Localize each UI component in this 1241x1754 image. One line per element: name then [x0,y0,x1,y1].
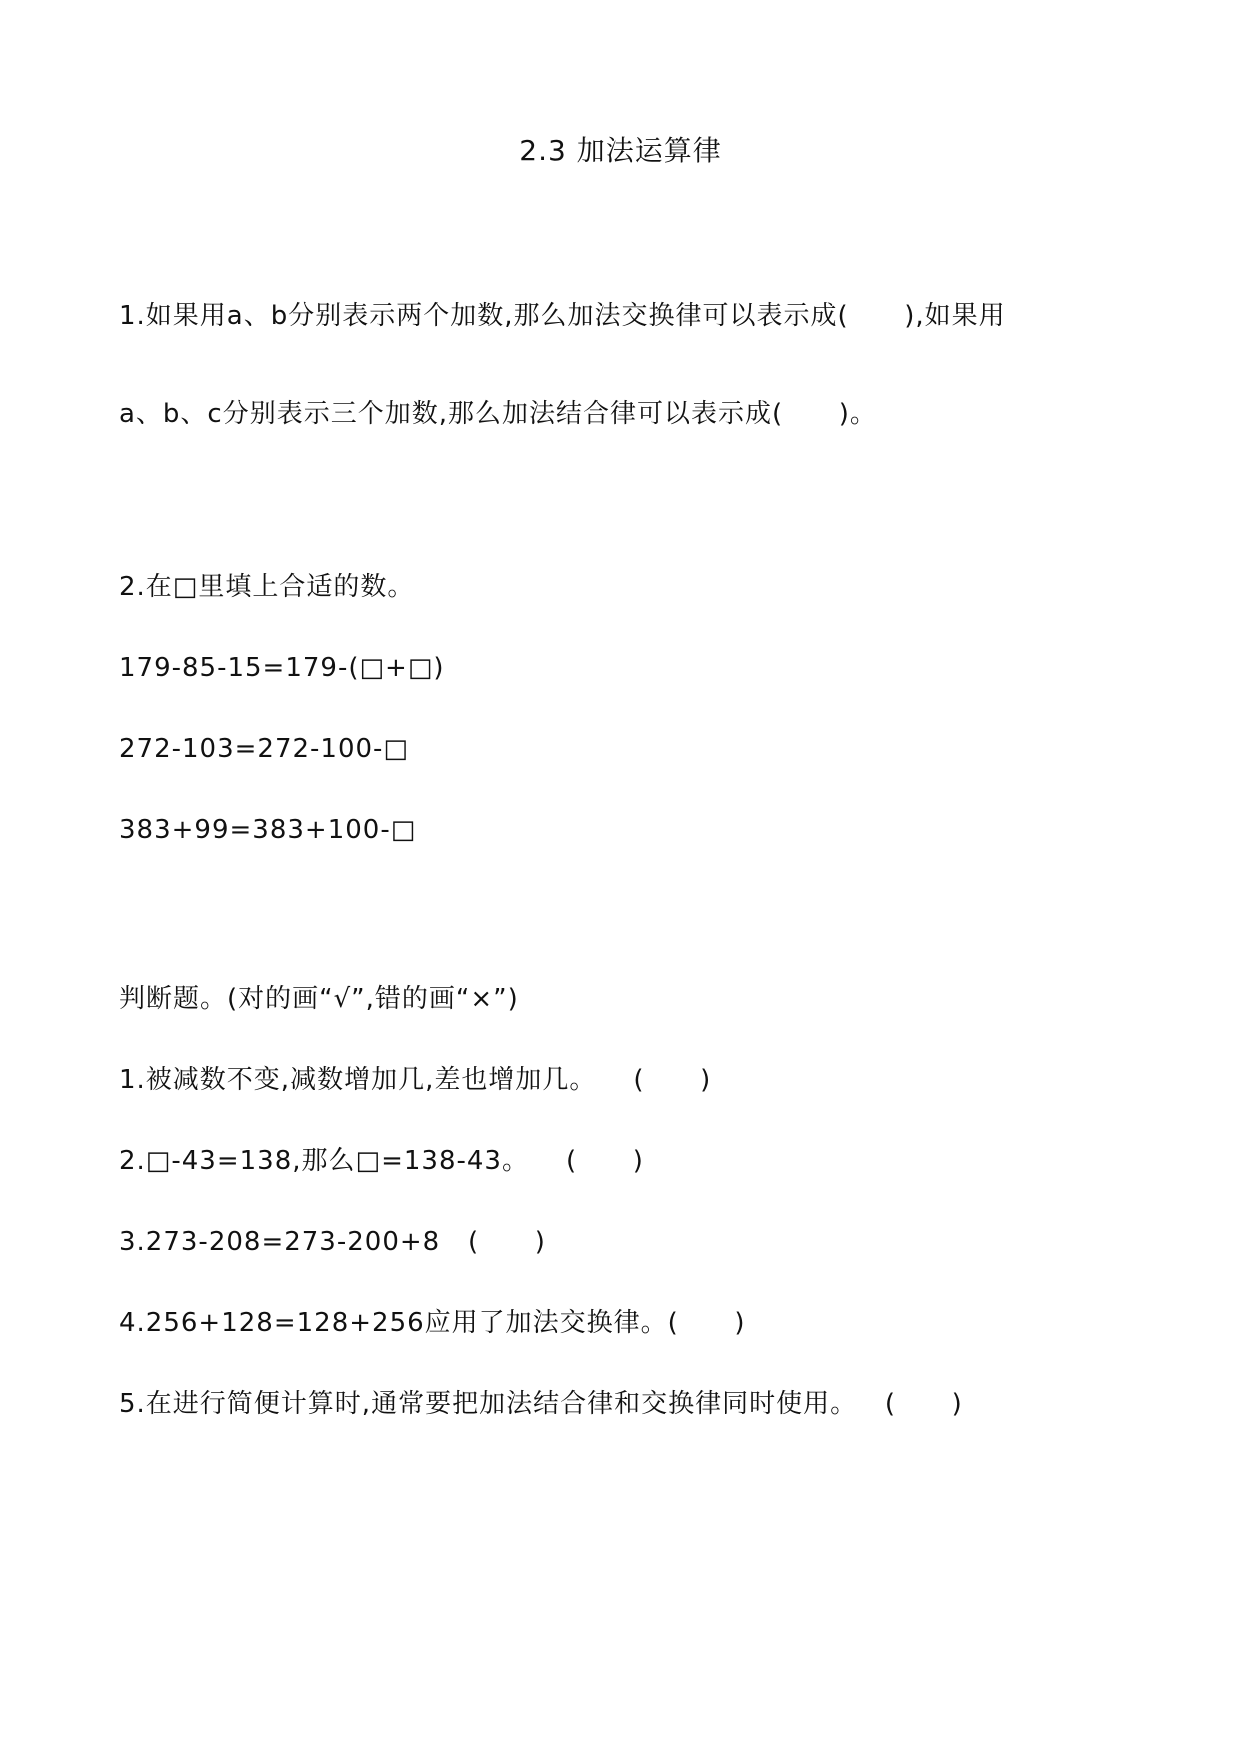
judge-item-2: 2.□-43=138,那么□=138-43。 ( ) [119,1146,644,1176]
equation-item-3: 383+99=383+100-□ [119,815,417,845]
judge-item-1: 1.被减数不变,减数增加几,差也增加几。 ( ) [119,1065,712,1095]
judge-item-5: 5.在进行简便计算时,通常要把加法结合律和交换律同时使用。 ( ) [119,1389,963,1419]
question-2-heading: 2.在□里填上合适的数。 [119,572,415,602]
equation-item-2: 272-103=272-100-□ [119,734,409,764]
equation-item-1: 179-85-15=179-(□+□) [119,653,445,683]
judge-item-3: 3.273-208=273-200+8 ( ) [119,1227,546,1257]
judge-heading: 判断题。(对的画“√”,错的画“×”) [119,984,519,1014]
question-1-line-2: a、b、c分别表示三个加数,那么加法结合律可以表示成( )。 [119,399,877,429]
page-title: 2.3 加法运算律 [519,134,722,167]
question-1-line-1: 1.如果用a、b分别表示两个加数,那么加法交换律可以表示成( ),如果用 [119,301,1006,331]
judge-item-4: 4.256+128=128+256应用了加法交换律。( ) [119,1308,746,1338]
